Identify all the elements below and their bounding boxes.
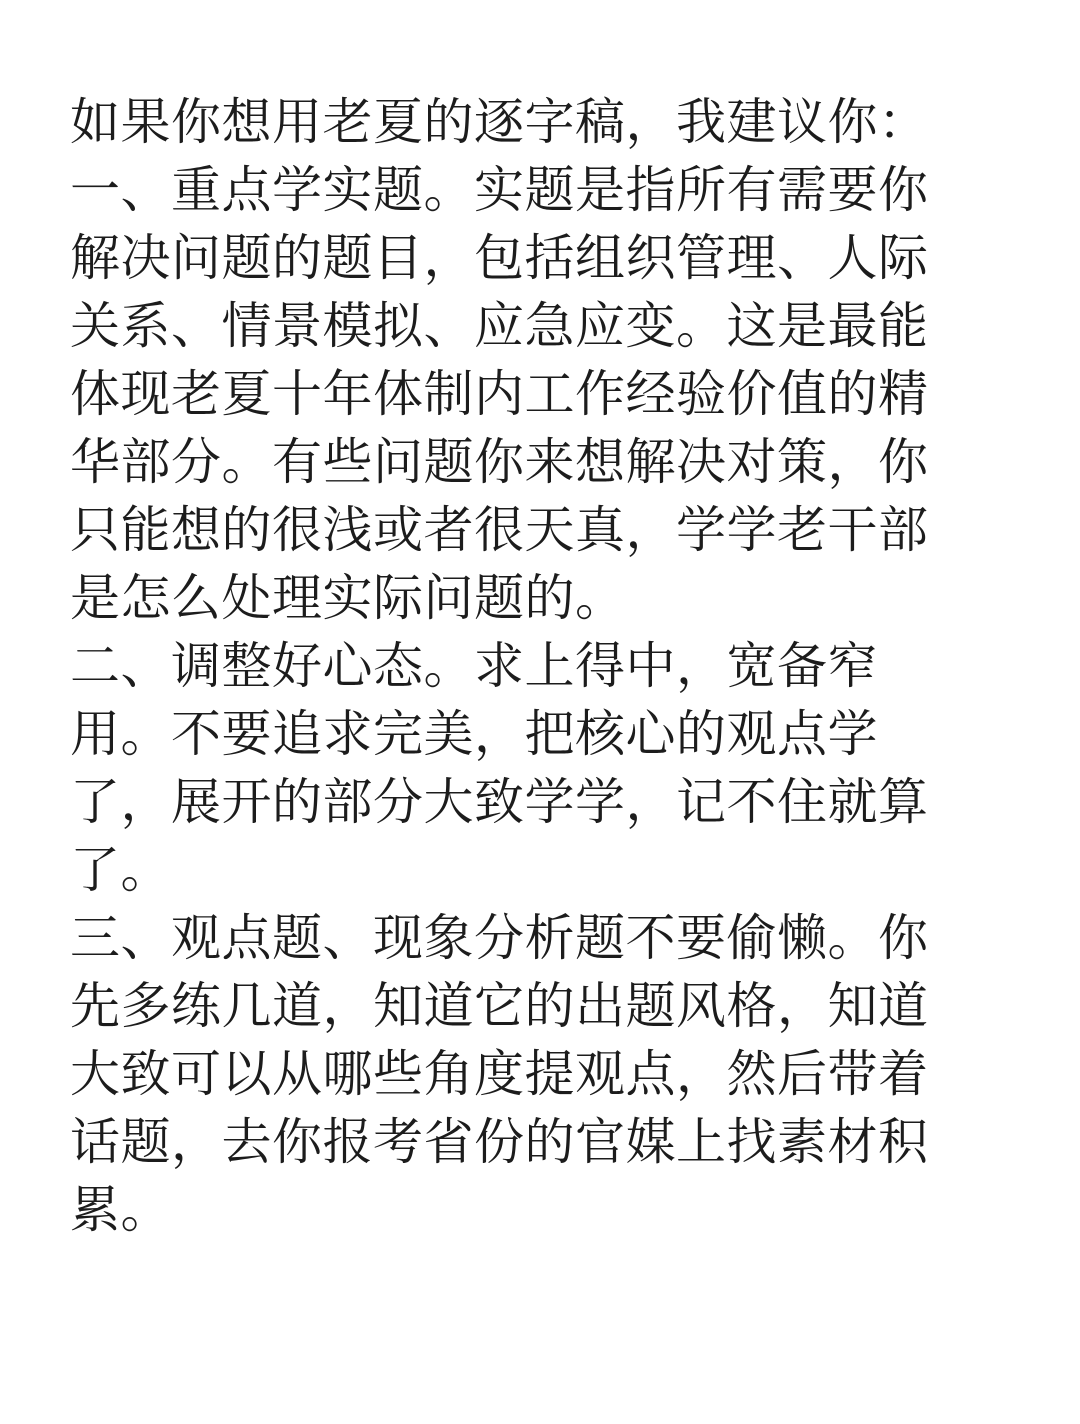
text-line: 体现老夏十年体制内工作经验价值的精 xyxy=(70,365,929,423)
document-body xyxy=(70,88,1010,1244)
text-line: 话题，去你报考省份的官媒上找素材积 xyxy=(70,1113,929,1171)
text-line: 解决问题的题目，包括组织管理、人际 xyxy=(70,229,929,287)
text-line: 只能想的很浅或者很天真，学学老干部 xyxy=(70,501,929,559)
text-line: 先多练几道，知道它的出题风格，知道 xyxy=(70,977,929,1035)
text-line: 用。不要追求完美，把核心的观点学 xyxy=(70,705,878,763)
text-line: 是怎么处理实际问题的。 xyxy=(70,569,626,627)
text-line: 关系、情景模拟、应急应变。这是最能 xyxy=(70,297,929,355)
text-line: 三、观点题、现象分析题不要偷懒。你 xyxy=(70,909,929,967)
text-line: 如果你想用老夏的逐字稿，我建议你： xyxy=(70,93,929,151)
text-line: 了，展开的部分大致学学，记不住就算 xyxy=(70,773,929,831)
text-line: 一、重点学实题。实题是指所有需要你 xyxy=(70,161,929,219)
text-line: 大致可以从哪些角度提观点，然后带着 xyxy=(70,1045,929,1103)
text-line: 累。 xyxy=(70,1181,171,1239)
text-line: 华部分。有些问题你来想解决对策，你 xyxy=(70,433,929,491)
text-line: 了。 xyxy=(70,841,171,899)
text-line: 二、调整好心态。求上得中，宽备窄 xyxy=(70,637,878,695)
